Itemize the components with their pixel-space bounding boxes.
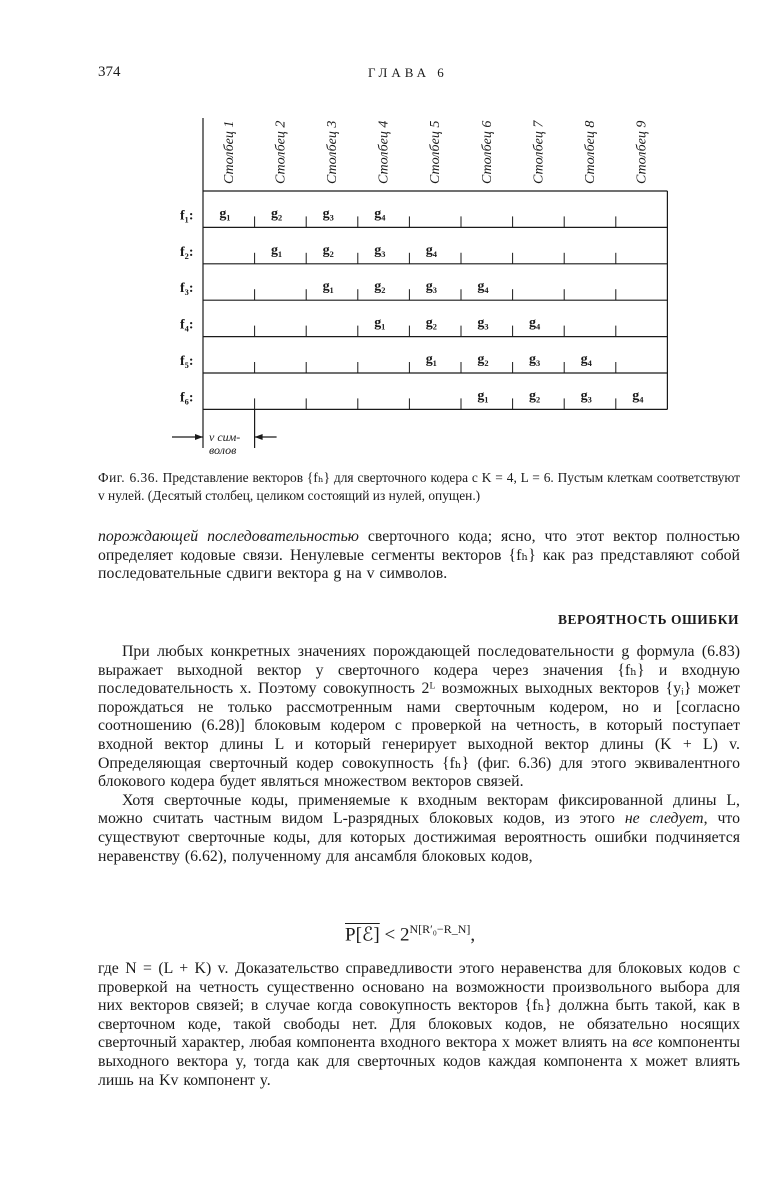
row-label: f₅:: [180, 354, 194, 369]
column-header: Столбец 1: [221, 120, 237, 184]
formula-rel: < 2: [379, 924, 410, 946]
cell-label: g₄: [632, 388, 644, 404]
width-label-line2: волов: [209, 443, 237, 457]
column-header: Столбец 2: [273, 120, 289, 184]
cell-label: g₄: [425, 242, 438, 258]
figure-6-36: [0, 100, 770, 470]
cell-label: g₂: [322, 242, 334, 258]
cell-label: g₃: [374, 242, 386, 258]
cell-label: g₃: [528, 352, 541, 367]
paragraph-4: [98, 960, 740, 1090]
caption-label: Фиг. 6.36.: [98, 470, 159, 485]
row-label: f₆:: [180, 390, 194, 406]
page-number: 374: [98, 64, 121, 80]
column-header: Столбец 3: [325, 120, 340, 184]
cell-label: g₁: [219, 206, 231, 222]
cell-label: g₃: [322, 206, 334, 222]
formula-lhs: P[ℰ]: [345, 924, 380, 946]
row-label: f₂:: [180, 244, 194, 260]
column-header: Столбец 7: [531, 120, 547, 184]
arrow-right-head: [255, 434, 263, 440]
running-head: ГЛАВА 6: [368, 65, 448, 80]
column-header: Столбец 5: [428, 120, 444, 184]
column-header: Столбец 6: [479, 120, 495, 184]
cell-label: g₄: [374, 206, 386, 222]
cell-label: g₂: [374, 279, 386, 295]
cell-label: g₁: [270, 242, 283, 258]
row-label: f₃:: [180, 281, 194, 297]
cell-label: g₃: [477, 315, 489, 331]
para3-before: Хотя сверточные коды, применяемые к входным векторам фиксированной длины L, можно считать частным видом L-разрядных блоковых кодов, из этого: [98, 791, 740, 828]
width-label-line1: v сим-: [209, 430, 241, 444]
row-label: f₄:: [180, 317, 194, 333]
cell-label: g₄: [528, 315, 541, 331]
para1-italic: порождающей последовательностью: [98, 528, 359, 545]
cell-label: g₁: [477, 388, 489, 404]
paragraph-1: [98, 528, 740, 584]
inequality-formula: [345, 922, 475, 946]
formula-exponent: N[R′₀−R_N]: [409, 922, 471, 936]
arrow-left-head: [195, 434, 203, 440]
para3-italic: не следует: [624, 810, 704, 828]
cell-label: g₁: [425, 352, 438, 367]
column-header: Столбец 8: [583, 120, 598, 184]
column-header: Столбец 4: [376, 120, 392, 184]
cell-label: g₁: [322, 279, 334, 295]
caption-text: Представление векторов {fₕ} для сверточного кодера с K = 4, L = 6. Пустым клеткам соответствуют v нулей. (Десятый столбец, целиком состоящий из нулей, опущен.): [98, 470, 740, 503]
cell-label: g₃: [425, 279, 438, 295]
row-label: f₁:: [180, 208, 194, 224]
figure-caption: [98, 469, 740, 505]
para1-text: сверточного кода; ясно, что этот вектор полностью определяет кодовые связи. Ненулевые сегменты векторов {fₕ} как раз представляют собой последовательные сдвиги вектора g на v символов.: [98, 528, 740, 583]
formula-tail: ,: [470, 924, 476, 946]
cell-label: g₂: [270, 206, 283, 222]
cell-label: g₄: [580, 352, 592, 367]
convolutional-coder-diagram: [0, 100, 770, 470]
cell-label: g₂: [425, 315, 438, 331]
para4-after: компоненты выходного вектора y, тогда как для сверточных кодов каждая компонента x может влиять лишь на Kv компонент y.: [98, 1034, 740, 1089]
section-heading: ВЕРОЯТНОСТЬ ОШИБКИ: [557, 612, 739, 627]
cell-label: g₂: [528, 388, 541, 404]
para3-after: , что существуют сверточные коды, для которых достижимая вероятность ошибки подчиняется неравенству (6.62), полученному для ансамбля блоковых кодов,: [98, 810, 741, 865]
para4-italic: все: [632, 1034, 653, 1052]
cell-label: g₁: [374, 315, 386, 331]
paragraph-2: [98, 643, 740, 866]
cell-label: g₃: [580, 388, 592, 404]
paragraph-3: [98, 792, 740, 866]
para2-text: При любых конкретных значениях порождающей последовательности g формула (6.83) выражает выходной вектор y сверточного кодера через значения {fₕ} и входную последовательность x. Поэтому совокупность 2ᴸ возможных выходных векторов {yᵢ} может порождаться не только рассмотренным нами сверточным кодером, но и [согласно соотношению (6.28)] блоковым кодером с проверкой на четность, в который поступает входной вектор длины L и который генерирует выходной вектор длины (K + L) v. Определяющая сверточный кодер совокупность {fₕ} (фиг. 6.36) для этого эквивалентного блокового кодера будет являться множеством векторов связей.: [98, 643, 740, 791]
column-header: Столбец 9: [634, 120, 650, 184]
page-header: [98, 64, 738, 88]
para4-text: где N = (L + K) v. Доказательство справедливости этого неравенства для блоковых кодов с проверкой на четность существенно основано на возможности произвольного выбора для них векторов связей; в случае когда совокупность векторов {fₕ} должна быть такой, как в сверточном коде, такой свободы нет. Для блоковых кодов, не обязательно носящих сверточный характер, любая компонента входного вектора x может влиять на: [98, 960, 740, 1052]
cell-label: g₄: [477, 279, 489, 295]
cell-label: g₂: [477, 352, 489, 367]
